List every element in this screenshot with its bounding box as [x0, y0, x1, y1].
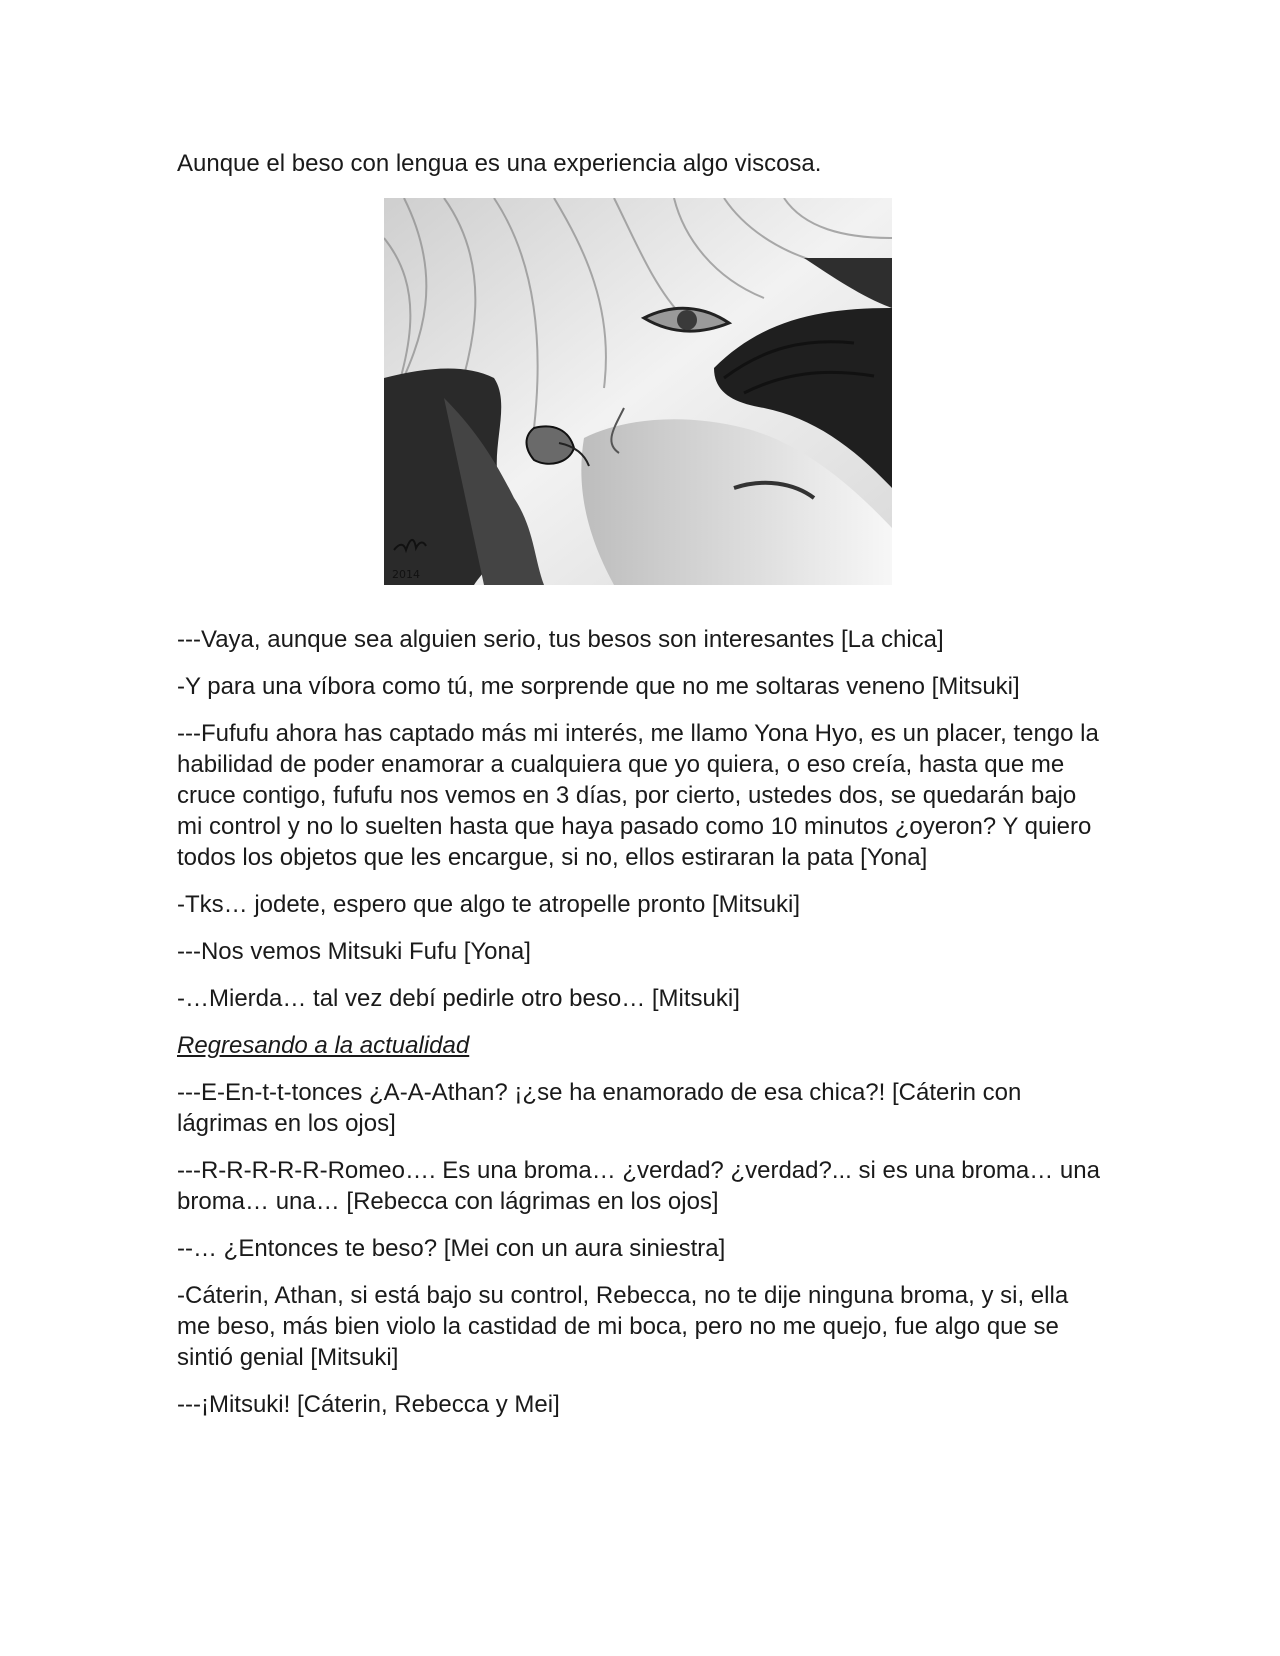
intro-paragraph: Aunque el beso con lengua es una experiencia algo viscosa.: [177, 150, 822, 177]
dialogue-line: ---Fufufu ahora has captado más mi interés, me llamo Yona Hyo, es un placer, tengo la habilidad de poder enamorar a cualquiera que yo quiera, o eso creía, hasta que me cruce contigo, fufufu nos vemos en 3 días, por cierto, ustedes dos, se quedarán bajo mi control y no lo suelten hasta que haya pasado como 10 minutos ¿oyeron? Y quiero todos los objetos que les encargue, si no, ellos estiraran la pata [Yona]: [177, 720, 1099, 871]
dialogue-line: -…Mierda… tal vez debí pedirle otro beso… [Mitsuki]: [177, 985, 740, 1012]
dialogue-line: -Y para una víbora como tú, me sorprende que no me soltaras veneno [Mitsuki]: [177, 673, 1020, 700]
dialogue-line: ---¡Mitsuki! [Cáterin, Rebecca y Mei]: [177, 1391, 560, 1418]
section-heading: Regresando a la actualidad: [177, 1032, 470, 1059]
signature-year: 2014: [392, 568, 420, 581]
kiss-illustration: [384, 198, 892, 585]
dialogue-block: [177, 624, 1107, 1436]
dialogue-line: ---Vaya, aunque sea alguien serio, tus besos son interesantes [La chica]: [177, 626, 944, 653]
dialogue-line: ---Nos vemos Mitsuki Fufu [Yona]: [177, 938, 531, 965]
dialogue-line: -Cáterin, Athan, si está bajo su control, Rebecca, no te dije ninguna broma, y si, ella me beso, más bien violo la castidad de mi boca, pero no me quejo, fue algo que se sintió genial [Mitsuki]: [177, 1282, 1069, 1371]
dialogue-line: --… ¿Entonces te beso? [Mei con un aura siniestra]: [177, 1235, 726, 1262]
dialogue-line: -Tks… jodete, espero que algo te atropelle pronto [Mitsuki]: [177, 891, 800, 918]
dialogue-line: ---R-R-R-R-R-Romeo…. Es una broma… ¿verdad? ¿verdad?... si es una broma… una broma… una… [Rebecca con lágrimas en los ojos]: [177, 1157, 1100, 1215]
dialogue-line: ---E-En-t-t-tonces ¿A-A-Athan? ¡¿se ha enamorado de esa chica?! [Cáterin con lágrimas en los ojos]: [177, 1079, 1022, 1137]
